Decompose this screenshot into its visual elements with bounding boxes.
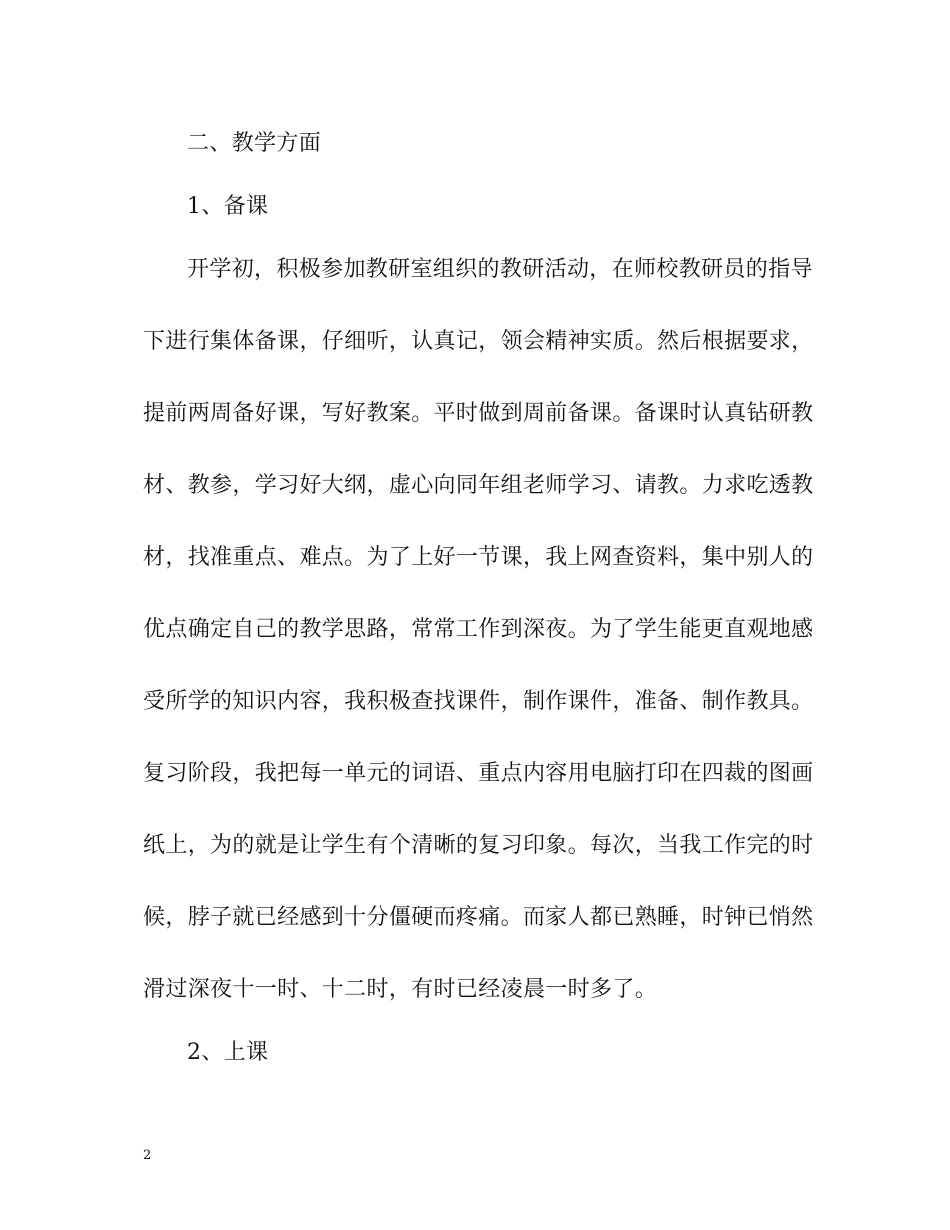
paragraph-line: 开学初，积极参加教研室组织的教研活动，在师校教研员的指导 (187, 257, 813, 282)
paragraph-line: 受所学的知识内容，我积极查找课件，制作课件，准备、制作教具。 (143, 689, 814, 714)
paragraph-line: 滑过深夜十一时、十二时，有时已经凌晨一时多了。 (143, 977, 658, 1002)
paragraph-line: 纸上，为的就是让学生有个清晰的复习印象。每次，当我工作完的时 (143, 833, 814, 858)
paragraph-line: 材，找准重点、难点。为了上好一节课，我上网查资料，集中别人的 (143, 545, 814, 570)
paragraph-line: 提前两周备好课，写好教案。平时做到周前备课。备课时认真钻研教 (143, 401, 814, 426)
paragraph-line: 复习阶段，我把每一单元的词语、重点内容用电脑打印在四裁的图画 (143, 761, 814, 786)
paragraph-line: 候，脖子就已经感到十分僵硬而疼痛。而家人都已熟睡，时钟已悄然 (143, 905, 814, 930)
subsection-heading-prep: 1、备课 (187, 194, 269, 219)
subsection-heading-class: 2、上课 (187, 1040, 269, 1065)
paragraph-line: 下进行集体备课，仔细听，认真记，领会精神实质。然后根据要求， (143, 329, 814, 354)
section-heading: 二、教学方面 (187, 131, 322, 156)
page-number: 2 (143, 1148, 152, 1163)
paragraph-line: 材、教参，学习好大纲，虚心向同年组老师学习、请教。力求吃透教 (143, 473, 814, 498)
paragraph-line: 优点确定自己的教学思路，常常工作到深夜。为了学生能更直观地感 (143, 617, 814, 642)
